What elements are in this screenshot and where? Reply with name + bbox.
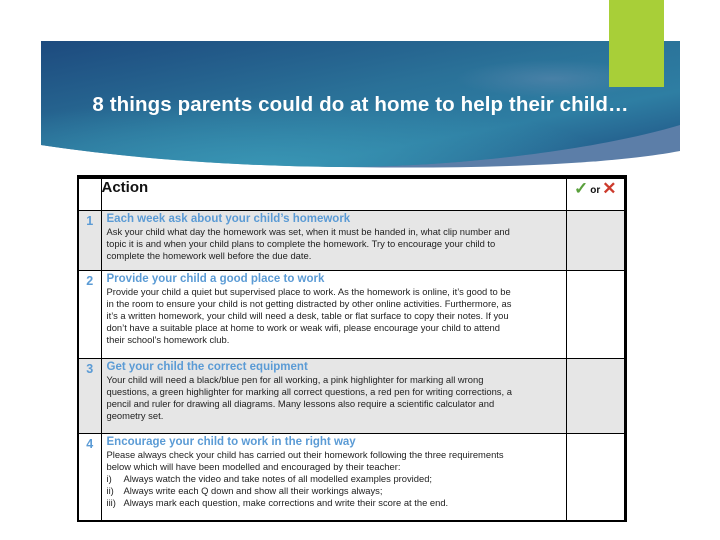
requirement-text: Always mark each question, make corrections and write their score at the end. [123, 496, 449, 508]
requirement-item [107, 497, 562, 509]
table-row [79, 433, 624, 520]
row-number: 1 [79, 210, 101, 270]
requirement-text: Always write each Q down and show all their workings always; [123, 484, 383, 496]
row-number: 3 [79, 358, 101, 433]
check-column-header [566, 179, 624, 210]
action-cell [101, 358, 566, 433]
accent-bar [609, 0, 664, 87]
table-row [79, 270, 624, 358]
action-column-header: Action [101, 179, 566, 210]
action-description [107, 226, 562, 262]
description-line: Ask your child what day the homework was set, when it must be handed in, what clip number and [106, 225, 510, 237]
slide-title: 8 things parents could do at home to help their child… [92, 93, 629, 116]
description-line: below which will have been modelled and encouraged by their teacher: [106, 460, 401, 472]
description-line: topic it is and when your child plans to complete the homework. Try to encourage your child to [106, 237, 496, 249]
action-title: Provide your child a good place to work [106, 272, 325, 285]
action-description [107, 449, 562, 509]
description-line: questions, a green highlighter for marking all correct questions, a red pen for writing corrections, a [106, 385, 512, 397]
description-line: their school’s homework club. [106, 333, 230, 345]
description-line: pencil and ruler for drawing all diagrams. Many lessons also require a scientific calculator and [106, 397, 495, 409]
check-cell[interactable] [566, 358, 624, 433]
description-line: don’t have a suitable place at home to work or weak wifi, please encourage your child to attend [106, 321, 500, 333]
check-cell[interactable] [566, 210, 624, 270]
action-cell [101, 210, 566, 270]
description-line: it’s a written homework, your child will need a desk, table or flat surface to copy their notes. If you [106, 309, 509, 321]
table-row [79, 210, 624, 270]
description-line: Provide your child a quiet but supervised place to work. As the homework is online, it’s good to be [106, 285, 511, 297]
action-title: Get your child the correct equipment [106, 360, 308, 373]
description-line: Your child will need a black/blue pen for all working, a pink highlighter for marking all wrong [106, 373, 484, 385]
action-description [107, 286, 562, 346]
requirement-marker: iii) [106, 496, 116, 508]
action-table [79, 179, 624, 520]
action-cell [101, 433, 566, 520]
check-cell[interactable] [566, 433, 624, 520]
requirement-text: Always watch the video and take notes of all modelled examples provided; [123, 472, 433, 484]
tick-icon: ✓ [574, 179, 589, 198]
action-checklist [77, 175, 627, 522]
row-number: 4 [79, 433, 101, 520]
row-number: 2 [79, 270, 101, 358]
table-row [79, 358, 624, 433]
or-label: or [590, 185, 601, 196]
cross-icon: ✕ [602, 179, 617, 198]
description-line: complete the homework well before the due date. [106, 249, 312, 261]
requirement-item [107, 485, 562, 497]
action-cell [101, 270, 566, 358]
requirement-marker: ii) [106, 484, 114, 496]
description-line: in the room to ensure your child is not getting distracted by other online activities. Furthermore, as [106, 297, 512, 309]
check-cell[interactable] [566, 270, 624, 358]
requirement-marker: i) [106, 472, 112, 484]
requirement-item [107, 473, 562, 485]
number-column-header [79, 179, 101, 210]
action-title: Encourage your child to work in the right way [106, 435, 356, 448]
table-header-row [79, 179, 624, 210]
description-line: Please always check your child has carried out their homework following the three requirements [106, 448, 504, 460]
action-description [107, 374, 562, 422]
description-line: geometry set. [106, 409, 164, 421]
action-title: Each week ask about your child’s homework [106, 212, 351, 225]
